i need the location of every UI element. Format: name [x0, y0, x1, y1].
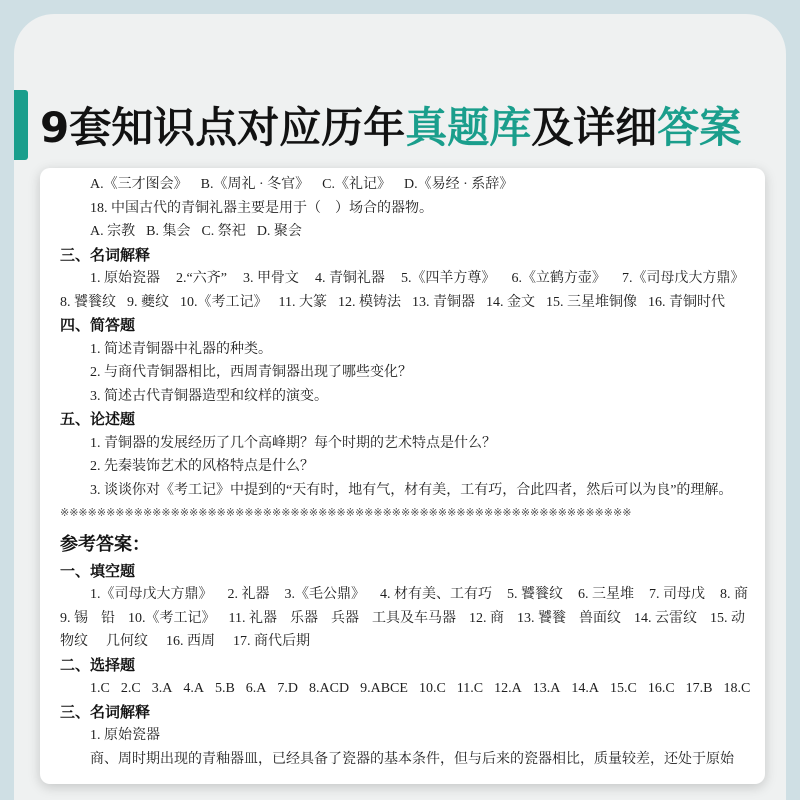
- choice-answer: 2.C: [120, 681, 141, 696]
- term-item: 2.“六齐”: [176, 271, 227, 286]
- answer-term: 1. 原始瓷器: [90, 728, 160, 743]
- answer-option: A. 宗教: [90, 224, 136, 239]
- choice-answer: 12.A: [494, 681, 522, 696]
- fill-in-answer: 9. 锡: [60, 610, 88, 626]
- fill-in-answer: 13. 饕餮: [516, 610, 566, 626]
- term-item: 7.《司母戊大方鼎》: [621, 271, 745, 286]
- divider-line: ※※※※※※※※※※※※※※※※※※※※※※※※※※※※※※※※※※※※※※※※※※※※※※※※※※※※※※※※※※※※※※: [60, 507, 632, 519]
- choice-answer: 13.A: [532, 681, 561, 696]
- answer-term-definition: 商、周时期出现的青釉器皿，已经具备了瓷器的基本条件，但与后来的瓷器相比，质量较差，还处于原始: [90, 751, 734, 767]
- fill-in-answer-line: [60, 583, 765, 607]
- accent-tab: [14, 90, 28, 160]
- choice-answer: 18.C: [723, 681, 751, 696]
- question-18-options: [60, 220, 765, 244]
- answer-heading-fill-in: 一、填空题: [60, 561, 136, 580]
- answer-option: D. 聚会: [256, 224, 302, 239]
- essay-question: 3. 谈谈你对《考工记》中提到的“天有时，地有气，材有美，工有巧，合此四者，然后可以为良”的理解。: [90, 482, 733, 498]
- answer-option: D.《易经 · 系辞》: [403, 177, 514, 192]
- term-item: 10.《考工记》: [180, 294, 268, 310]
- fill-in-answer: 5. 饕餮纹: [507, 587, 563, 602]
- choice-answer: 8.ACD: [309, 681, 350, 696]
- term-item: 12. 模铸法: [337, 294, 401, 310]
- answers-title: 参考答案：: [60, 533, 150, 555]
- choice-answer: 3.A: [151, 681, 173, 696]
- fill-in-answer: 8. 商: [720, 587, 748, 602]
- fill-in-answer: 铅: [101, 610, 115, 626]
- choice-answer: 7.D: [277, 681, 299, 696]
- fill-in-answer: 兽面纹: [578, 610, 621, 626]
- fill-in-answer: 10.《考工记》: [128, 610, 216, 626]
- fill-in-answer-line: [60, 630, 765, 654]
- document-page: [40, 168, 765, 784]
- choice-answer-line: [60, 677, 765, 701]
- term-item: 11. 大篆: [278, 294, 327, 310]
- choice-answer: 17.B: [685, 681, 713, 696]
- choice-answer: 11.C: [456, 681, 484, 696]
- answer-option: C.《礼记》: [322, 177, 391, 192]
- short-answer-question: 1. 简述青铜器中礼器的种类。: [90, 341, 272, 357]
- term-item: 5.《四羊方尊》: [400, 271, 496, 286]
- choice-answer: 5.B: [214, 681, 235, 696]
- fill-in-answer: 12. 商: [468, 610, 504, 626]
- term-item: 13. 青铜器: [411, 294, 475, 310]
- answer-heading-terms: 三、名词解释: [60, 702, 151, 721]
- section-heading-essay: 五、论述题: [60, 410, 136, 428]
- fill-in-answer-line: [60, 607, 765, 631]
- title-text: 及详细: [531, 103, 658, 152]
- term-item: 3. 甲骨文: [242, 271, 299, 286]
- fill-in-answer: 几何纹: [106, 634, 148, 649]
- term-item: 4. 青铜礼器: [314, 271, 385, 286]
- question-18-stem: 18. 中国古代的青铜礼器主要是用于（ ）场合的器物。: [90, 200, 433, 216]
- fill-in-answer: 1.《司母戊大方鼎》: [90, 587, 213, 602]
- fill-in-answer: 6. 三星堆: [578, 587, 634, 602]
- answer-heading-multiple-choice: 二、选择题: [60, 655, 136, 674]
- fill-in-answer: 工具及车马器: [371, 610, 456, 626]
- short-answer-question: 3. 简述古代青铜器造型和纹样的演变。: [90, 388, 328, 404]
- fill-in-answer: 16. 西周: [166, 634, 215, 649]
- fill-in-answer: 兵器: [330, 610, 359, 626]
- choice-answer: 1.C: [90, 681, 110, 696]
- choice-answer: 6.A: [245, 681, 267, 696]
- answer-option: C. 祭祀: [201, 224, 246, 239]
- short-answer-question: 2. 与商代青铜器相比，西周青铜器出现了哪些变化？: [90, 365, 412, 380]
- title-highlight: 答案: [657, 103, 742, 152]
- title-highlight: 真题库: [405, 103, 532, 152]
- fill-in-answer: 11. 礼器: [228, 610, 277, 626]
- term-item: 6.《立鹤方壶》: [511, 271, 606, 286]
- fill-in-answer: 乐器: [289, 610, 318, 626]
- choice-answer: 9.ABCE: [360, 681, 408, 696]
- section-heading-terms: 三、名词解释: [60, 245, 151, 264]
- term-list-line: [60, 267, 765, 291]
- term-list-line: [60, 291, 765, 315]
- essay-question: 1. 青铜器的发展经历了几个高峰期？每个时期的艺术特点是什么？: [90, 435, 496, 451]
- choice-answer: 10.C: [418, 681, 446, 696]
- fill-in-answer: 15. 动: [709, 610, 745, 626]
- choice-answer: 15.C: [609, 681, 637, 696]
- answer-option: A.《三才图会》: [90, 177, 188, 192]
- section-heading-short-answer: 四、简答题: [60, 316, 136, 334]
- choice-answer: 4.A: [183, 681, 204, 696]
- fill-in-answer: 物纹: [60, 634, 88, 649]
- answer-option: B.《周礼 · 冬官》: [200, 177, 310, 192]
- term-item: 14. 金文: [485, 294, 535, 310]
- banner-title: [40, 103, 741, 153]
- term-item: 15. 三星堆铜像: [545, 294, 637, 310]
- fill-in-answer: 7. 司母戊: [649, 587, 705, 602]
- fill-in-answer: 14. 云雷纹: [633, 610, 697, 626]
- answer-option: B. 集会: [146, 224, 191, 239]
- term-item: 1. 原始瓷器: [90, 271, 160, 286]
- fill-in-answer: 17. 商代后期: [233, 634, 310, 649]
- fill-in-answer: 3.《毛公鼎》: [284, 587, 365, 602]
- term-item: 16. 青铜时代: [647, 294, 725, 310]
- fill-in-answer: 2. 礼器: [227, 587, 270, 602]
- fill-in-answer: 4. 材有美、工有巧: [380, 587, 492, 602]
- question-17-options: [60, 173, 765, 197]
- choice-answer: 14.A: [571, 681, 599, 696]
- term-item: 8. 饕餮纹: [60, 294, 116, 310]
- essay-question: 2. 先秦装饰艺术的风格特点是什么？: [90, 459, 314, 474]
- term-item: 9. 夔纹: [127, 294, 169, 310]
- choice-answer: 16.C: [647, 681, 675, 696]
- title-text: 9套知识点对应历年: [40, 103, 406, 152]
